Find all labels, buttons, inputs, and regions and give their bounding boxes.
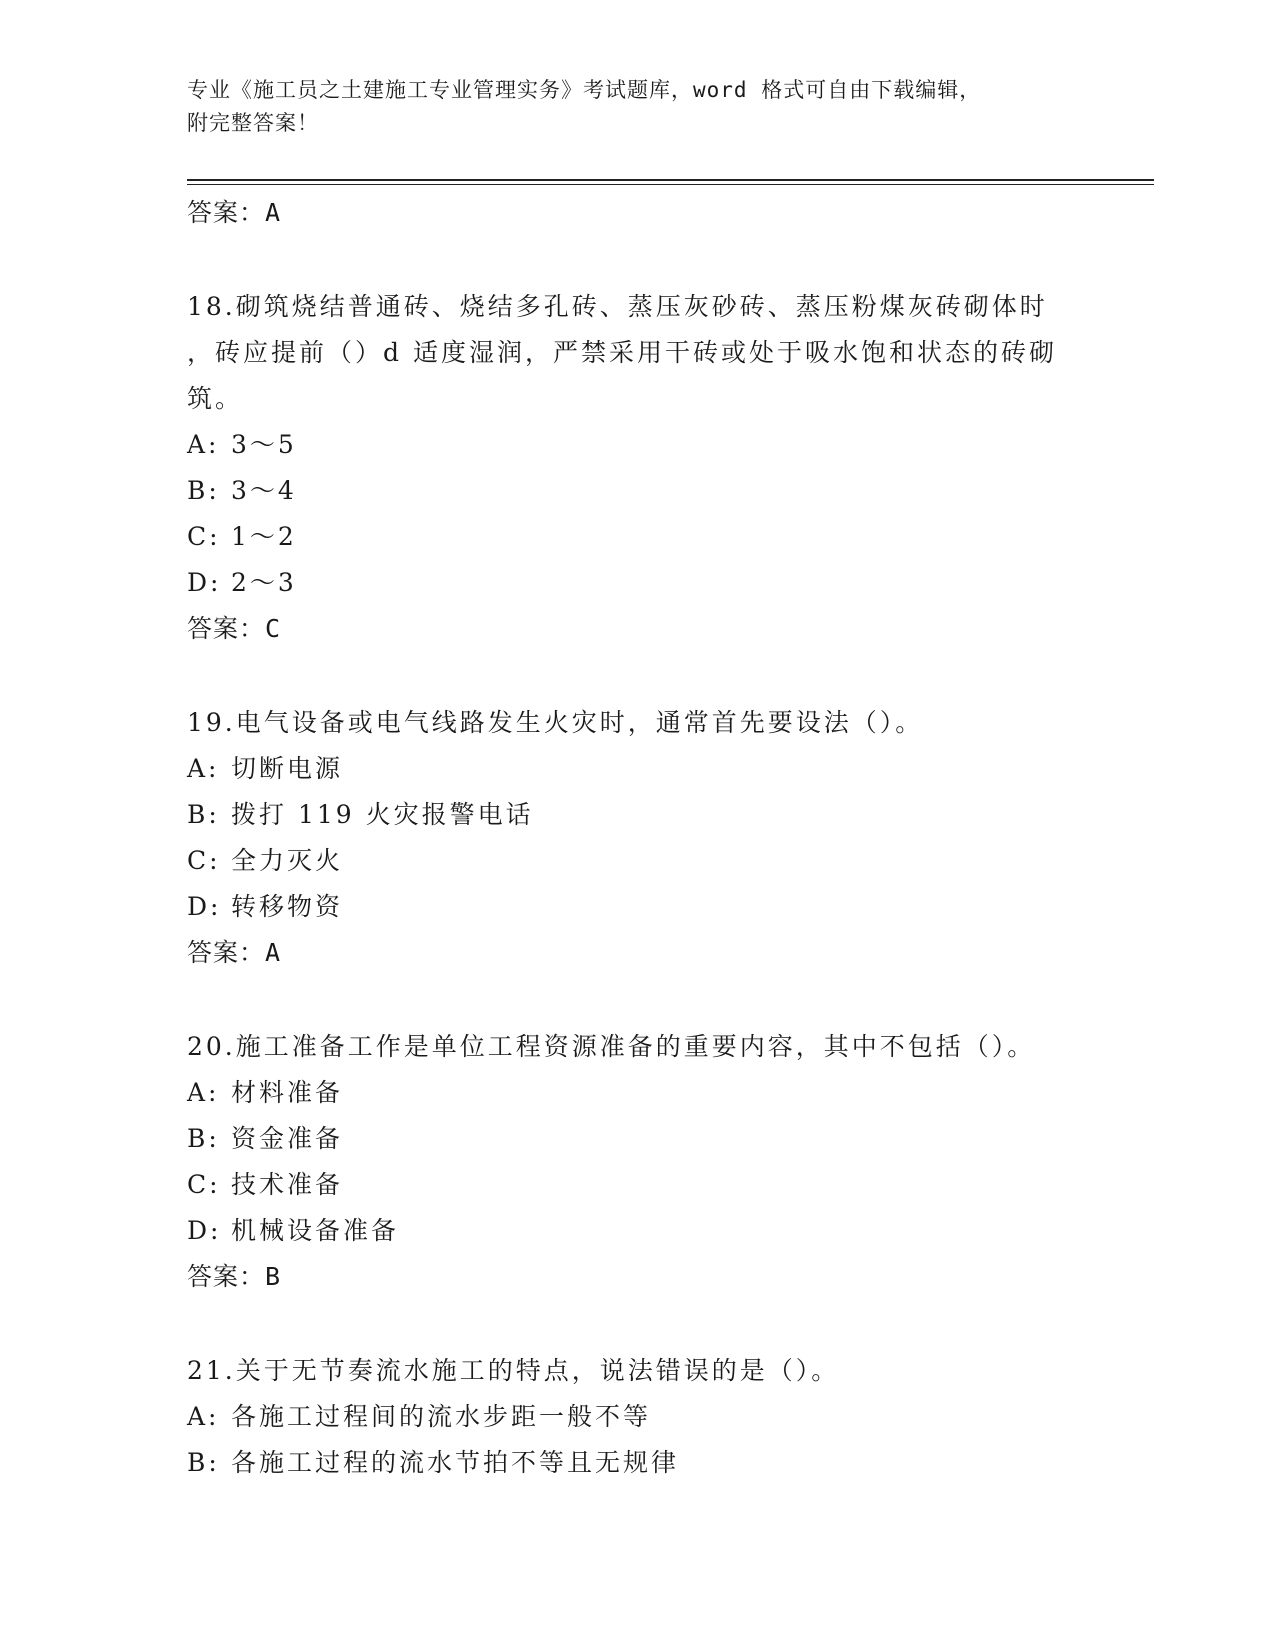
answer-line: 答案：C [187, 614, 282, 643]
question-text-line: 20.施工准备工作是单位工程资源准备的重要内容，其中不包括（）。 [187, 1032, 1036, 1061]
header-divider-thin [187, 184, 1154, 185]
option-key: C: [187, 1170, 221, 1199]
question-21 [187, 1348, 1087, 1486]
option-key: B: [187, 1448, 220, 1477]
option-text: 3～5 [231, 430, 297, 459]
option-d [187, 1208, 1087, 1254]
question-text-line: 筑。 [187, 384, 244, 413]
option-text: 切断电源 [231, 754, 344, 783]
question-list [187, 190, 1087, 1486]
option-key: A: [187, 430, 220, 459]
question-text-line: 18.砌筑烧结普通砖、烧结多孔砖、蒸压灰砂砖、蒸压粉煤灰砖砌体时 [187, 292, 1048, 321]
spacer [187, 235, 1087, 284]
option-text: 3～4 [231, 476, 297, 505]
spacer [187, 975, 1087, 1024]
option-b [187, 1116, 1087, 1162]
option-text: 拨打 119 火灾报警电话 [231, 800, 534, 829]
option-c [187, 838, 1087, 884]
option-key: A: [187, 754, 220, 783]
option-key: B: [187, 800, 220, 829]
option-key: D: [187, 892, 222, 921]
option-text: 各施工过程的流水节拍不等且无规律 [231, 1448, 680, 1477]
answer-line: 答案：B [187, 1262, 282, 1291]
header-line-1: 专业《施工员之土建施工专业管理实务》考试题库，word 格式可自由下载编辑， [187, 78, 982, 102]
option-key: A: [187, 1078, 220, 1107]
option-d [187, 560, 1087, 606]
header-divider-thick [187, 179, 1154, 181]
document-header [187, 74, 1087, 140]
option-c [187, 514, 1087, 560]
option-text: 转移物资 [231, 892, 344, 921]
question-text-line: 19.电气设备或电气线路发生火灾时，通常首先要设法（）。 [187, 708, 924, 737]
question-text-line: 21.关于无节奏流水施工的特点，说法错误的是（）。 [187, 1356, 840, 1385]
option-text: 全力灭火 [231, 846, 344, 875]
option-a [187, 746, 1087, 792]
option-b [187, 792, 1087, 838]
option-text: 1～2 [231, 522, 297, 551]
question-text-line: ，砖应提前（）d 适度湿润，严禁采用干砖或处于吸水饱和状态的砖砌 [187, 338, 1057, 367]
option-text: 材料准备 [231, 1078, 344, 1107]
option-a [187, 422, 1087, 468]
option-key: D: [187, 1216, 222, 1245]
option-text: 资金准备 [231, 1124, 344, 1153]
option-b [187, 468, 1087, 514]
option-a [187, 1070, 1087, 1116]
option-key: C: [187, 846, 221, 875]
option-d [187, 884, 1087, 930]
option-a [187, 1394, 1087, 1440]
spacer [187, 1299, 1087, 1348]
option-text: 机械设备准备 [231, 1216, 400, 1245]
option-c [187, 1162, 1087, 1208]
question-18 [187, 284, 1087, 651]
option-key: C: [187, 522, 221, 551]
spacer [187, 651, 1087, 700]
option-key: B: [187, 476, 220, 505]
option-key: B: [187, 1124, 220, 1153]
option-text: 技术准备 [231, 1170, 344, 1199]
option-key: D: [187, 568, 222, 597]
header-line-2: 附完整答案！ [187, 111, 319, 135]
option-text: 2～3 [231, 568, 297, 597]
option-text: 各施工过程间的流水步距一般不等 [231, 1402, 652, 1431]
question-19 [187, 700, 1087, 975]
option-b [187, 1440, 1087, 1486]
answer-line: 答案：A [187, 938, 282, 967]
question-20 [187, 1024, 1087, 1299]
option-key: A: [187, 1402, 220, 1431]
answer-line: 答案：A [187, 198, 282, 227]
